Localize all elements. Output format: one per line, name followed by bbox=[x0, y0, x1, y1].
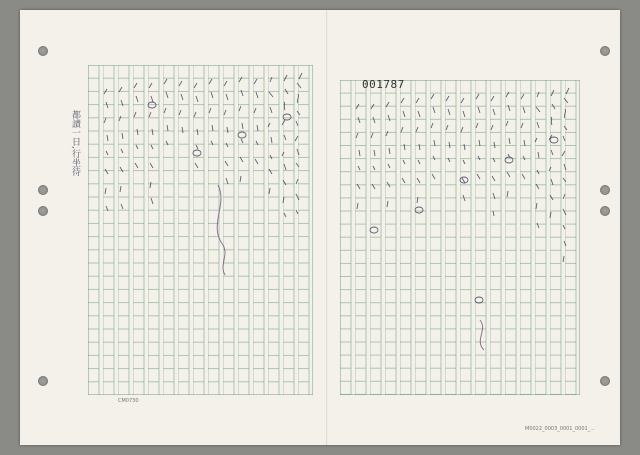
binder-hole bbox=[38, 46, 48, 56]
right-page-handwriting bbox=[340, 80, 580, 395]
footer-reference: M0022_0003_0001_0001_... bbox=[525, 426, 595, 432]
left-page-handwriting bbox=[88, 65, 313, 395]
binder-hole bbox=[38, 376, 48, 386]
binder-hole bbox=[600, 206, 610, 216]
binder-hole bbox=[600, 376, 610, 386]
center-fold bbox=[326, 10, 328, 445]
margin-note: 都讀一日,行坐待 bbox=[70, 110, 80, 176]
manuscript-paper bbox=[20, 10, 620, 445]
binder-hole bbox=[600, 46, 610, 56]
binder-hole bbox=[600, 185, 610, 195]
binder-hole bbox=[38, 206, 48, 216]
binder-hole bbox=[38, 185, 48, 195]
catalog-stamp: CM0730 bbox=[118, 398, 139, 404]
serial-number: 001787 bbox=[362, 78, 405, 91]
